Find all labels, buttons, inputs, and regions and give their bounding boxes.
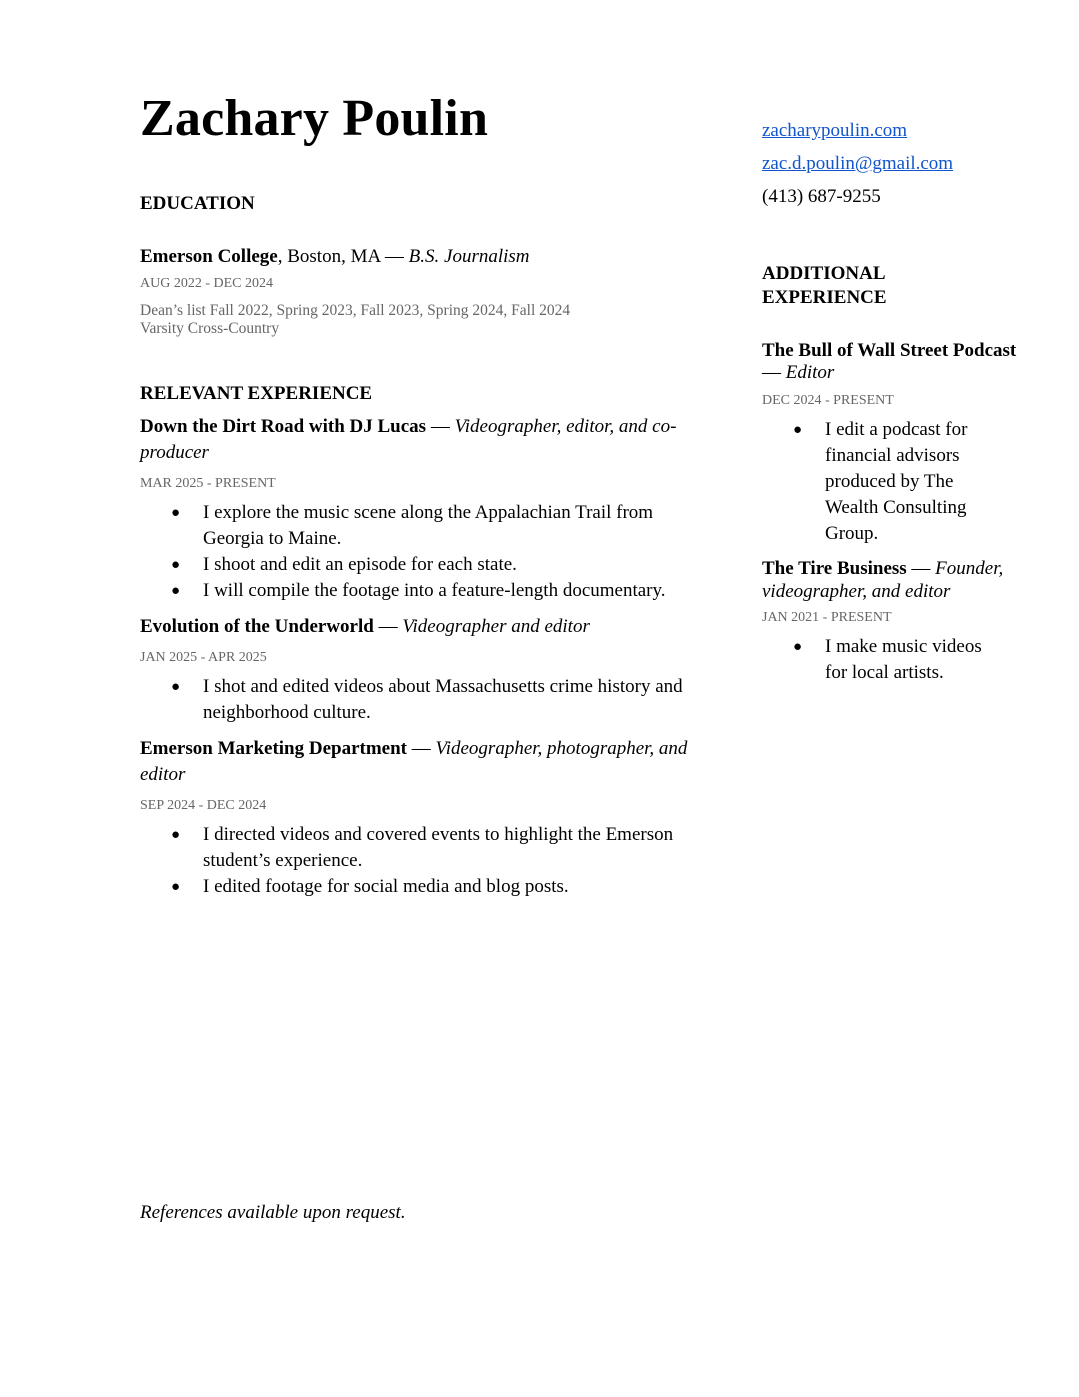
school-location: , Boston, MA — (277, 246, 409, 267)
job-bullets (140, 822, 710, 900)
relevant-experience-section (140, 382, 710, 900)
references-note: References available upon request. (140, 1202, 406, 1223)
job-sep: — (762, 362, 786, 383)
bullet-item (140, 674, 710, 726)
main-column (140, 88, 710, 900)
relevant-experience-heading: RELEVANT EXPERIENCE (140, 383, 373, 404)
additional-experience-heading: ADDITIONAL EXPERIENCE (762, 263, 887, 308)
bullet-item (140, 500, 710, 552)
job-org: The Tire Business (762, 558, 907, 579)
job-sep: — (906, 558, 936, 579)
job-dates: SEP 2024 - DEC 2024 (140, 798, 267, 813)
job-title-line (140, 414, 710, 466)
job-dates: MAR 2025 - PRESENT (140, 476, 276, 491)
bullet-item (140, 874, 710, 900)
job-dates: DEC 2024 - PRESENT (762, 393, 894, 408)
experience-entry (140, 614, 710, 726)
bullet-text: I shoot and edit an episode for each state. (203, 554, 517, 575)
job-role: Editor (785, 362, 835, 383)
job-org: Down the Dirt Road with DJ Lucas (140, 416, 427, 437)
bullet-text: I will compile the footage into a feature-length documentary. (203, 580, 666, 601)
job-title-line (140, 614, 710, 640)
bullet-item (140, 552, 710, 578)
bullet-dot-icon: ● (793, 422, 803, 438)
school-name: Emerson College (140, 246, 278, 267)
job-role: Videographer and editor (402, 616, 590, 637)
experience-entry (140, 736, 710, 900)
additional-experience-section (762, 262, 1022, 686)
job-bullets (140, 674, 710, 726)
bullet-dot-icon: ● (171, 827, 181, 843)
experience-entry (140, 414, 710, 604)
job-role: Videographer, photographer, and editor (140, 738, 688, 785)
website-link[interactable]: zacharypoulin.com (762, 120, 908, 141)
email-link[interactable]: zac.d.poulin@gmail.com (762, 153, 954, 174)
job-sep: — (426, 416, 455, 437)
education-dates: AUG 2022 - DEC 2024 (140, 276, 273, 291)
education-honors: Dean’s list Fall 2022, Spring 2023, Fall 2023, Spring 2024, Fall 2024 (140, 302, 571, 319)
bullet-dot-icon: ● (171, 583, 181, 599)
job-title-line (762, 340, 1022, 384)
bullet-text: I directed videos and covered events to highlight the Emerson student’s experience. (203, 824, 674, 871)
contact-block (762, 118, 1022, 210)
job-role: Videographer, editor, and co-producer (140, 416, 677, 463)
bullet-text: I edited footage for social media and blog posts. (203, 876, 569, 897)
job-org: The Bull of Wall Street Podcast (762, 340, 1017, 361)
degree: B.S. Journalism (408, 246, 530, 267)
side-column (762, 118, 1022, 686)
phone-number: (413) 687-9255 (762, 186, 881, 207)
job-org: Evolution of the Underworld (140, 616, 374, 637)
job-title-line (140, 736, 710, 788)
job-bullets (762, 417, 982, 547)
education-entry-title (140, 244, 710, 270)
job-bullets (762, 634, 992, 686)
job-sep: — (407, 738, 436, 759)
education-section (140, 192, 710, 338)
experience-entry (762, 340, 1022, 547)
bullet-text: I make music videos for local artists. (825, 636, 982, 683)
bullet-dot-icon: ● (171, 557, 181, 573)
job-dates: JAN 2021 - PRESENT (762, 610, 892, 625)
resume-name: Zachary Poulin (140, 90, 489, 147)
bullet-item (140, 822, 710, 874)
bullet-text: I explore the music scene along the Appalachian Trail from Georgia to Maine. (203, 502, 654, 549)
bullet-dot-icon: ● (171, 679, 181, 695)
job-title-line (762, 557, 1022, 603)
experience-entry (762, 557, 1022, 686)
education-activity: Varsity Cross-Country (140, 320, 280, 337)
job-role: Founder, videographer, and editor (762, 558, 1004, 602)
bullet-item (762, 634, 992, 686)
bullet-item (140, 578, 710, 604)
job-dates: JAN 2025 - APR 2025 (140, 650, 267, 665)
bullet-text: I shot and edited videos about Massachusetts crime history and neighborhood culture. (203, 676, 683, 723)
bullet-dot-icon: ● (793, 639, 803, 655)
bullet-dot-icon: ● (171, 505, 181, 521)
job-bullets (140, 500, 710, 604)
bullet-dot-icon: ● (171, 879, 181, 895)
education-heading: EDUCATION (140, 193, 255, 214)
bullet-item (762, 417, 982, 547)
job-sep: — (373, 616, 403, 637)
bullet-text: I edit a podcast for financial advisors produced by The Wealth Consulting Group. (825, 419, 968, 544)
job-org: Emerson Marketing Department (140, 738, 408, 759)
